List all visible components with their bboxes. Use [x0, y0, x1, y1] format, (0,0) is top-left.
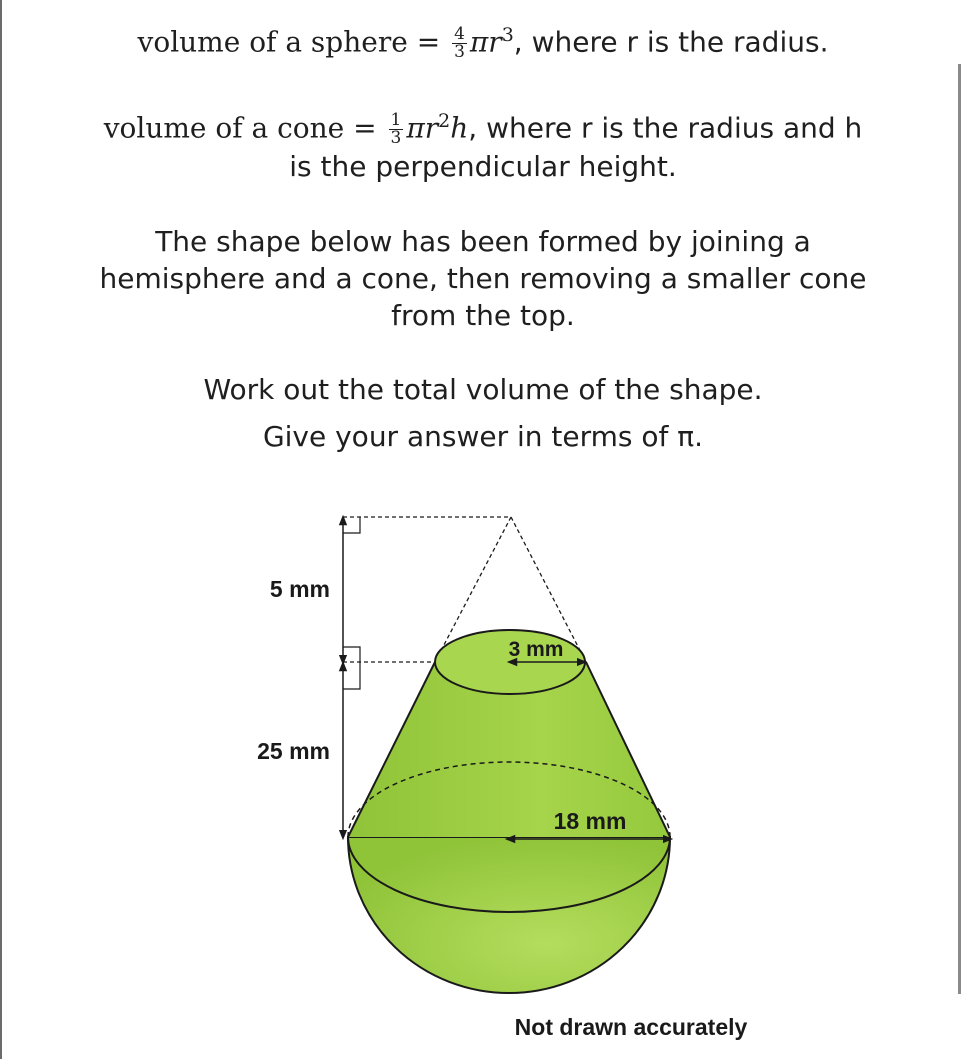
- frustum-height-label: 25 mm: [257, 738, 330, 764]
- base-radius-label: 18 mm: [553, 808, 627, 834]
- height-variable: h: [450, 111, 469, 145]
- exponent: 3: [501, 24, 514, 46]
- fraction-one-third: $\frac{1}{3}$: [390, 109, 402, 148]
- fraction-four-thirds: $\frac{4}{3}$: [454, 23, 465, 62]
- equals-sign: =: [416, 25, 441, 59]
- instruction-line-1: Work out the total volume of the shape.: [203, 373, 763, 406]
- pi-symbol: π: [469, 25, 489, 59]
- height-dimension: [343, 517, 360, 835]
- sphere-formula-note: , where r is the radius.: [513, 25, 829, 59]
- hemisphere: [348, 837, 670, 993]
- cone-formula-line2: is the perpendicular height.: [289, 150, 677, 183]
- instruction-line-2: Give your answer in terms of π.: [262, 420, 704, 453]
- cone-formula-note: , where r is the radius and h: [468, 111, 863, 145]
- radius-variable: r: [488, 25, 502, 59]
- description-line-1: The shape below has been formed by joining a: [155, 225, 811, 258]
- pi-symbol: π: [406, 111, 425, 145]
- sphere-formula-label: volume of a sphere: [137, 25, 408, 59]
- small-cone-height-label: 5 mm: [269, 576, 330, 602]
- exponent: 2: [438, 110, 451, 132]
- top-radius-label: 3 mm: [508, 638, 564, 661]
- description-line-3: from the top.: [391, 299, 575, 332]
- cone-formula-label: volume of a cone: [103, 111, 345, 145]
- equals-sign: =: [353, 111, 377, 145]
- radius-variable: r: [424, 111, 439, 145]
- not-drawn-accurately-note: Not drawn accurately: [514, 1014, 748, 1040]
- description-line-2: hemisphere and a cone, then removing a smaller cone: [99, 262, 867, 295]
